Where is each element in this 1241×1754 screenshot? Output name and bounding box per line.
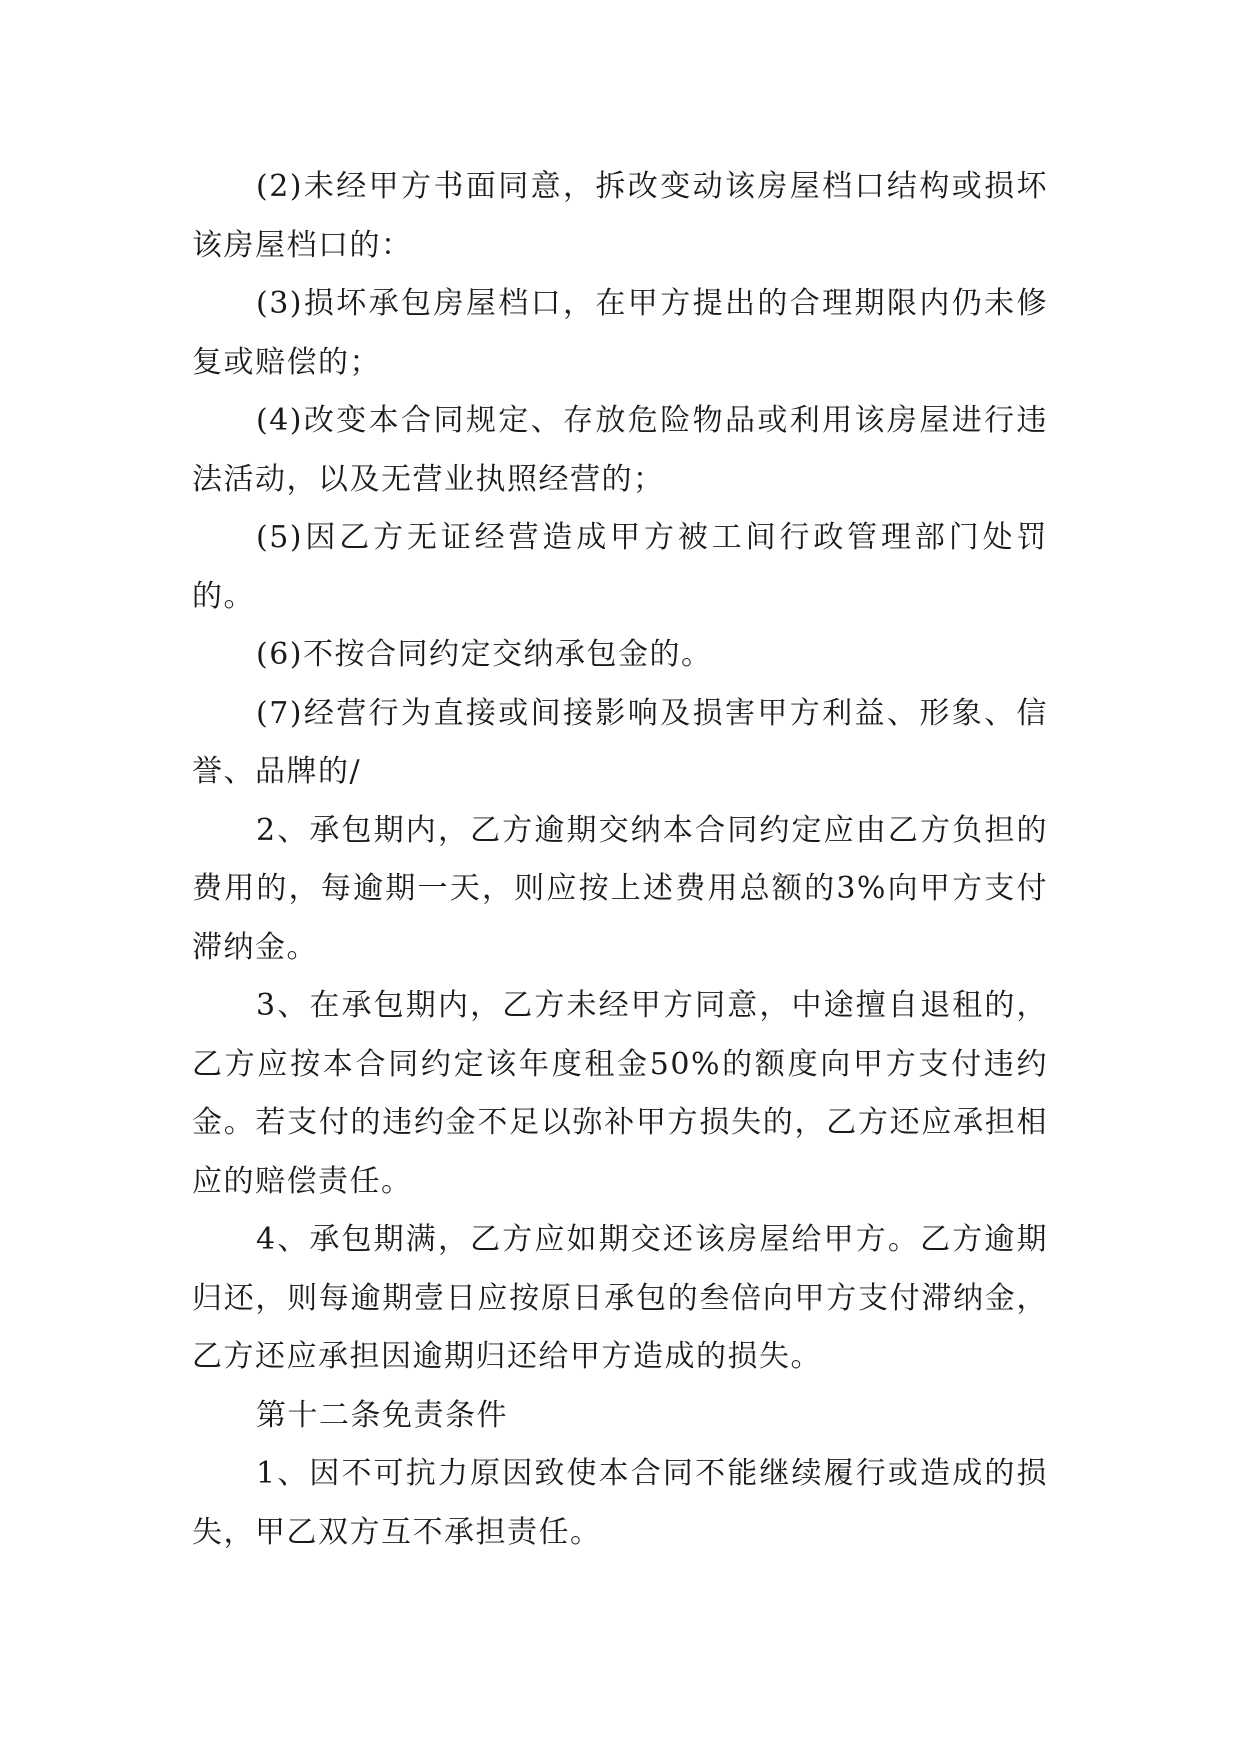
clause-item-4: (4)改变本合同规定、存放危险物品或利用该房屋进行违法活动，以及无营业执照经营的；	[192, 403, 1048, 497]
clause-paragraph-2: 2、承包期内，乙方逾期交纳本合同约定应由乙方负担的费用的，每逾期一天，则应按上述费用总额的3%向甲方支付滞纳金。	[192, 812, 1048, 965]
clause-paragraph-4: 4、承包期满，乙方应如期交还该房屋给甲方。乙方逾期归还，则每逾期壹日应按原日承包的叁倍向甲方支付滞纳金，乙方还应承担因逾期归还给甲方造成的损失。	[192, 1222, 1048, 1374]
clause-item-3: (3)损坏承包房屋档口，在甲方提出的合理期限内仍未修复或赔偿的；	[192, 286, 1048, 380]
article-heading: 第十二条免责条件	[256, 1397, 508, 1433]
document-body	[192, 158, 1048, 1562]
clause-item-7: (7)经营行为直接或间接影响及损害甲方利益、形象、信誉、品牌的/	[192, 695, 1048, 789]
exemption-paragraph-1: 1、因不可抗力原因致使本合同不能继续履行或造成的损失，甲乙双方互不承担责任。	[192, 1456, 1048, 1550]
clause-item-2: (2)未经甲方书面同意，拆改变动该房屋档口结构或损坏该房屋档口的：	[192, 169, 1048, 263]
clause-paragraph-3: 3、在承包期内，乙方未经甲方同意，中途擅自退租的，乙方应按本合同约定该年度租金50%的额度向甲方支付违约金。若支付的违约金不足以弥补甲方损失的，乙方还应承担相应的赔偿责任。	[192, 988, 1048, 1199]
clause-item-5: (5)因乙方无证经营造成甲方被工间行政管理部门处罚的。	[192, 520, 1048, 614]
clause-item-6: (6)不按合同约定交纳承包金的。	[256, 637, 713, 672]
